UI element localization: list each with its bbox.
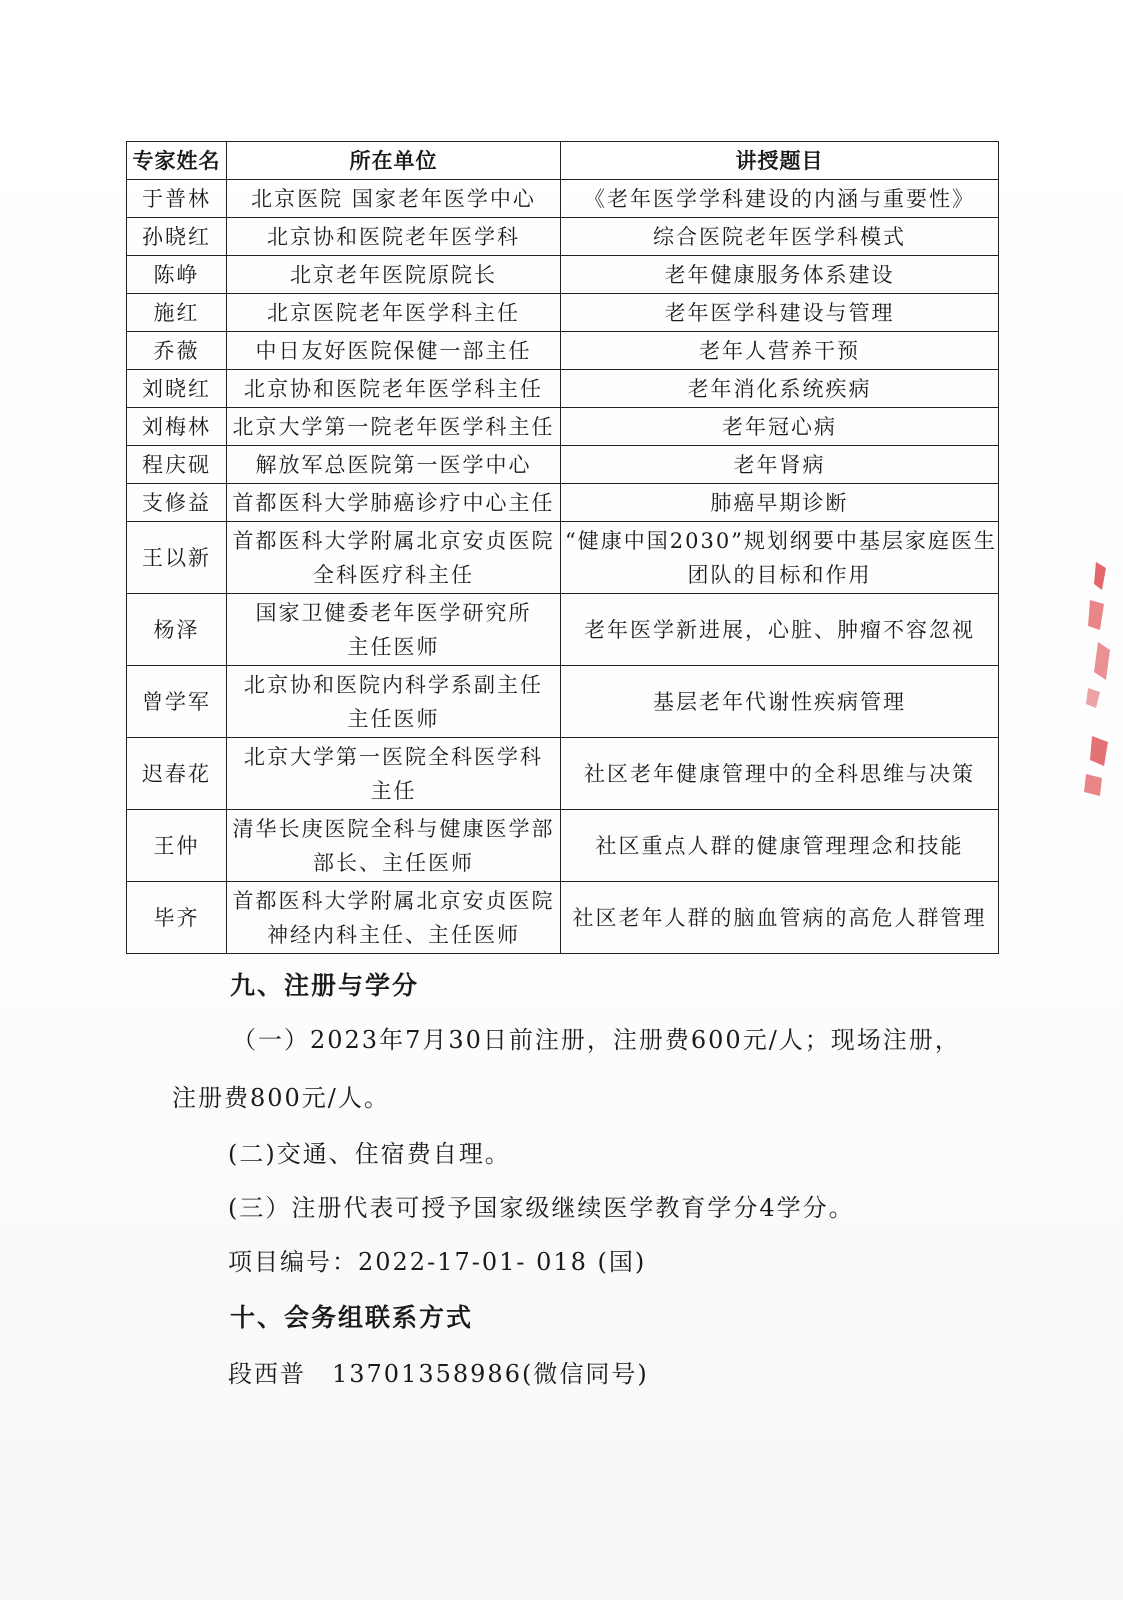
topic-line: 团队的目标和作用 [687, 562, 872, 587]
cell-topic [561, 738, 999, 810]
cell-expert-name: 陈峥 [127, 256, 227, 294]
cell-expert-name: 杨泽 [127, 594, 227, 666]
cell-expert-name: 刘晓红 [127, 370, 227, 408]
travel-lodging-note: (二)交通、住宿费自理。 [228, 1140, 511, 1168]
project-number: 项目编号：2022-17-01- 018 (国) [228, 1248, 647, 1276]
cell-expert-name: 施红 [127, 294, 227, 332]
cell-topic [561, 522, 999, 594]
cell-unit [227, 294, 561, 332]
unit-line: 部长、主任医师 [313, 850, 474, 875]
unit-line: 中日友好医院保健一部主任 [255, 338, 532, 363]
unit-line: 北京协和医院老年医学科主任 [244, 376, 543, 401]
topic-line: 老年医学科建设与管理 [664, 300, 895, 325]
unit-line: 北京大学第一医院全科医学科 [244, 744, 543, 769]
cell-topic [561, 810, 999, 882]
table-row [127, 522, 999, 594]
topic-line: 社区重点人群的健康管理理念和技能 [595, 833, 964, 858]
section-9-heading: 九、注册与学分 [230, 971, 420, 1000]
cell-expert-name: 毕齐 [127, 882, 227, 954]
expert-table [126, 141, 999, 954]
topic-line: 社区老年健康管理中的全科思维与决策 [584, 761, 975, 786]
cell-unit [227, 180, 561, 218]
unit-line: 北京医院老年医学科主任 [267, 300, 520, 325]
cell-unit [227, 738, 561, 810]
cell-topic [561, 446, 999, 484]
cell-topic [561, 294, 999, 332]
unit-line: 北京医院 国家老年医学中心 [251, 186, 536, 211]
seal-stamp-marks [1084, 562, 1110, 796]
unit-line: 主任医师 [347, 634, 440, 659]
unit-line: 解放军总医院第一医学中心 [255, 452, 532, 477]
cell-unit [227, 332, 561, 370]
table-row [127, 256, 999, 294]
cell-expert-name: 迟春花 [127, 738, 227, 810]
registration-fee-line-2: 注册费800元/人。 [172, 1084, 390, 1112]
cell-expert-name: 乔薇 [127, 332, 227, 370]
topic-line: 综合医院老年医学科模式 [653, 224, 906, 249]
table-row [127, 882, 999, 954]
header-topic: 讲授题目 [561, 142, 999, 180]
unit-line: 北京协和医院老年医学科 [267, 224, 520, 249]
topic-line: 《老年医学学科建设的内涵与重要性》 [584, 186, 975, 211]
table-row [127, 294, 999, 332]
topic-line: 社区老年人群的脑血管病的高危人群管理 [572, 905, 987, 930]
cell-unit [227, 218, 561, 256]
table-row [127, 484, 999, 522]
topic-line: 老年消化系统疾病 [687, 376, 872, 401]
cell-topic [561, 666, 999, 738]
table-row [127, 446, 999, 484]
cell-expert-name: 王以新 [127, 522, 227, 594]
unit-line: 北京协和医院内科学系副主任 [244, 672, 543, 697]
table-row [127, 218, 999, 256]
topic-line: 基层老年代谢性疾病管理 [653, 689, 906, 714]
topic-line: 老年肾病 [733, 452, 826, 477]
cell-unit [227, 446, 561, 484]
cell-expert-name: 王仲 [127, 810, 227, 882]
cell-unit [227, 370, 561, 408]
header-unit: 所在单位 [227, 142, 561, 180]
cell-unit [227, 522, 561, 594]
cell-topic [561, 370, 999, 408]
unit-line: 首都医科大学附属北京安贞医院 [232, 888, 555, 913]
cell-expert-name: 程庆砚 [127, 446, 227, 484]
unit-line: 北京大学第一院老年医学科主任 [232, 414, 555, 439]
cell-expert-name: 支修益 [127, 484, 227, 522]
unit-line: 首都医科大学附属北京安贞医院 [232, 528, 555, 553]
topic-line: 老年医学新进展，心脏、肿瘤不容忽视 [584, 617, 975, 642]
credit-note: (三）注册代表可授予国家级继续医学教育学分4学分。 [228, 1194, 855, 1222]
table-row [127, 408, 999, 446]
cell-unit [227, 882, 561, 954]
unit-line: 清华长庚医院全科与健康医学部 [232, 816, 555, 841]
unit-line: 主任 [370, 778, 417, 803]
cell-topic [561, 256, 999, 294]
cell-unit [227, 666, 561, 738]
cell-expert-name: 孙晓红 [127, 218, 227, 256]
unit-line: 全科医疗科主任 [313, 562, 474, 587]
registration-fee-line-1: （一）2023年7月30日前注册，注册费600元/人；现场注册， [232, 1026, 961, 1054]
cell-topic [561, 882, 999, 954]
cell-expert-name: 刘梅林 [127, 408, 227, 446]
cell-topic [561, 218, 999, 256]
table-row [127, 370, 999, 408]
table-row [127, 666, 999, 738]
topic-line: 肺癌早期诊断 [710, 490, 849, 515]
table-row [127, 738, 999, 810]
cell-unit [227, 594, 561, 666]
unit-line: 主任医师 [347, 706, 440, 731]
unit-line: 神经内科主任、主任医师 [267, 922, 520, 947]
cell-expert-name: 曾学军 [127, 666, 227, 738]
table-row [127, 810, 999, 882]
cell-unit [227, 810, 561, 882]
topic-line: 老年冠心病 [722, 414, 837, 439]
cell-unit [227, 256, 561, 294]
cell-unit [227, 484, 561, 522]
expert-table-body [127, 180, 999, 954]
cell-topic [561, 484, 999, 522]
table-row [127, 594, 999, 666]
unit-line: 国家卫健委老年医学研究所 [255, 600, 532, 625]
unit-line: 北京老年医院原院长 [290, 262, 497, 287]
cell-topic [561, 180, 999, 218]
unit-line: 首都医科大学肺癌诊疗中心主任 [232, 490, 555, 515]
header-expert-name: 专家姓名 [127, 142, 227, 180]
table-header-row [127, 142, 999, 180]
contact-line: 段西普 13701358986(微信同号) [228, 1360, 649, 1388]
cell-topic [561, 332, 999, 370]
table-row [127, 332, 999, 370]
topic-line: “健康中国2030”规划纲要中基层家庭医生 [565, 528, 997, 553]
topic-line: 老年人营养干预 [699, 338, 860, 363]
cell-topic [561, 594, 999, 666]
cell-expert-name: 于普林 [127, 180, 227, 218]
topic-line: 老年健康服务体系建设 [664, 262, 895, 287]
cell-topic [561, 408, 999, 446]
seal-stamp-fragment [1084, 560, 1114, 800]
cell-unit [227, 408, 561, 446]
section-10-heading: 十、会务组联系方式 [230, 1303, 474, 1332]
table-row [127, 180, 999, 218]
